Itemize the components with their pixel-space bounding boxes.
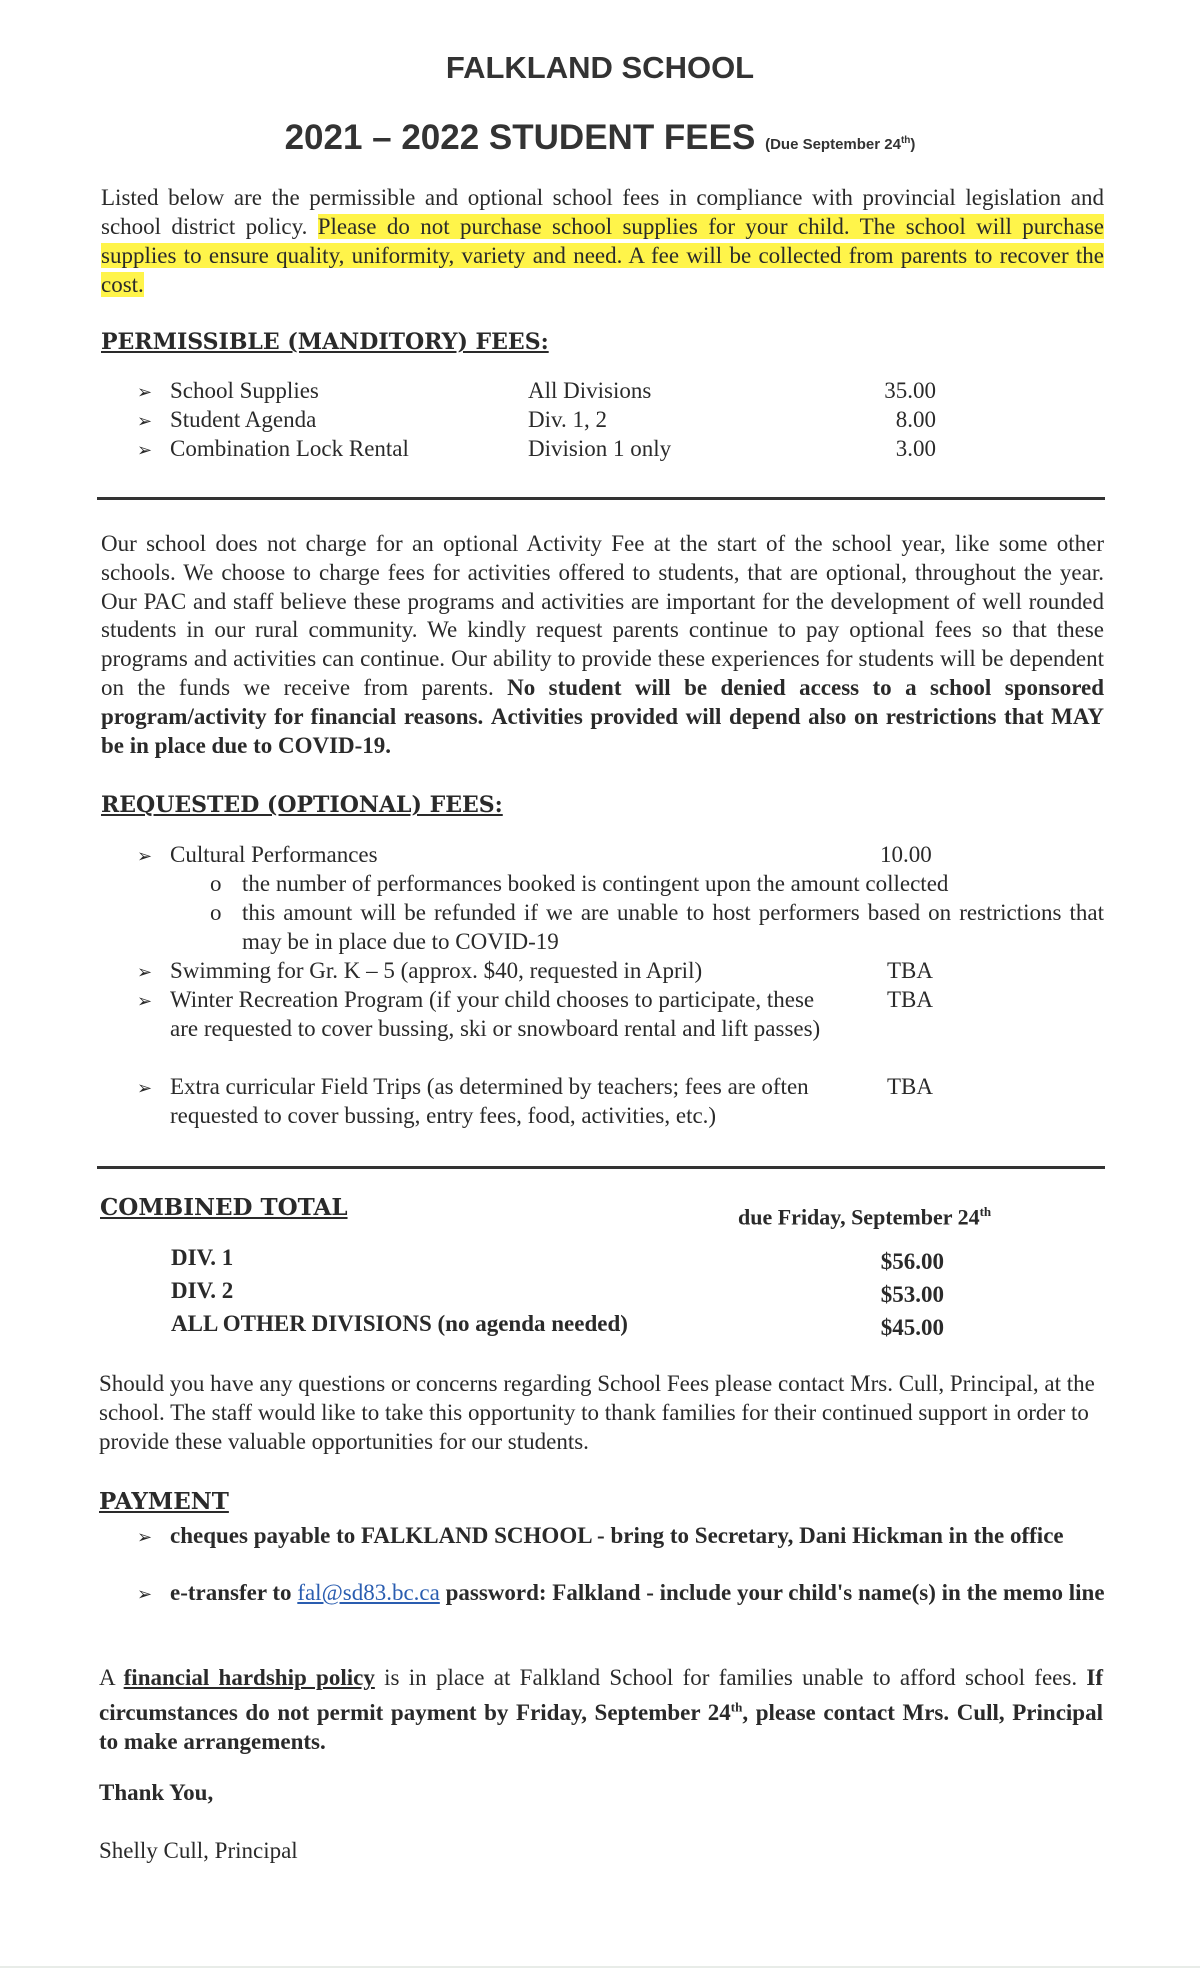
fee-amount: TBA — [887, 958, 933, 983]
etransfer-instructions: e-transfer to fal@sd83.bc.ca password: Falkland - include your child's name(s) in the memo line — [170, 1580, 1105, 1605]
division-label: DIV. 2 — [171, 1278, 234, 1303]
intro-highlighted-text: Please do not purchase school supplies for your child. The school will purchase supplies to ensure quality, uniformity, variety and need. A fee will be collected from parents to recover the cost. — [101, 214, 1104, 297]
document-title — [0, 118, 1200, 158]
combined-due-date: due Friday, September 24th — [738, 1204, 992, 1230]
section-divider — [97, 497, 1105, 500]
fee-amount: 35.00 — [884, 378, 936, 403]
title-text: 2021 – 2022 STUDENT FEES — [284, 118, 756, 157]
fee-name: Winter Recreation Program (if your child chooses to participate, these are requested to cover bussing, ski or snowboard rental and lift passes) — [170, 987, 821, 1041]
sub-note: the number of performances booked is contingent upon the amount collected — [242, 871, 949, 896]
fee-name: School Supplies — [170, 378, 319, 403]
division-total: $53.00 — [880, 1282, 944, 1307]
payment-heading: PAYMENT — [99, 1488, 229, 1515]
thank-you: Thank You, — [99, 1780, 214, 1805]
fee-name: Extra curricular Field Trips (as determined by teachers; fees are often requested to cover bussing, entry fees, food, activities, etc.) — [170, 1074, 809, 1128]
cheque-instructions: cheques payable to FALKLAND SCHOOL - bring to Secretary, Dani Hickman in the office — [170, 1523, 1064, 1548]
intro-paragraph — [101, 183, 1104, 299]
bullet-arrow-icon: ➢ — [137, 846, 153, 867]
hardship-policy-link: financial hardship policy — [123, 1665, 375, 1690]
hardship-paragraph: A financial hardship policy is in place at Falkland School for families unable to afford school fees. If circumstances do not permit payment by Friday, September 24th, please contact Mrs. Cull, Principal to make arrangements. — [99, 1665, 1103, 1754]
intro-text: Listed below are the permissible and optional school fees in compliance with provincial legislation and school district policy. — [101, 185, 1104, 239]
activity-text: Our school does not charge for an optional Activity Fee at the start of the school year, like some other schools. We choose to charge fees for activities offered to students, that are optional, throughout the year. Our PAC and staff believe these programs and activities are important for the development of well rounded students in our rural community. We kindly request parents continue to pay optional fees so that these programs and activities can continue. Our ability to provide these experiences for students will be dependent on the funds we receive from parents. — [101, 531, 1104, 700]
bullet-arrow-icon: ➢ — [137, 440, 153, 461]
division-total: $45.00 — [880, 1315, 944, 1340]
contact-paragraph: Should you have any questions or concerns regarding School Fees please contact Mrs. Cull, Principal, at the school. The staff would like to take this opportunity to thank families for their continued support in order to provide these valuable opportunities for our students. — [99, 1371, 1095, 1454]
division-label: ALL OTHER DIVISIONS (no agenda needed) — [171, 1311, 628, 1336]
fee-name: Swimming for Gr. K – 5 (approx. $40, requested in April) — [170, 958, 703, 983]
fee-scope: All Divisions — [528, 378, 652, 403]
requested-heading: REQUESTED (OPTIONAL) FEES: — [101, 792, 503, 818]
bullet-arrow-icon: ➢ — [137, 1584, 153, 1605]
fee-amount: TBA — [887, 1074, 933, 1099]
sub-note: this amount will be refunded if we are unable to host performers based on restrictions that may be in place due to COVID-19 — [242, 900, 1104, 954]
division-total: $56.00 — [880, 1249, 944, 1274]
bullet-arrow-icon: ➢ — [137, 382, 153, 403]
scan-edge — [0, 1966, 1200, 1968]
fee-scope: Div. 1, 2 — [528, 407, 608, 432]
signature: Shelly Cull, Principal — [99, 1838, 298, 1863]
sub-bullet-icon: o — [210, 900, 222, 925]
fee-name: Combination Lock Rental — [170, 436, 409, 461]
section-divider — [97, 1166, 1105, 1169]
division-label: DIV. 1 — [171, 1245, 234, 1270]
hardship-bold-note: If circumstances do not permit payment by Friday, September 24th, please contact Mrs. Cull, Principal to make arrangements. — [99, 1665, 1103, 1754]
school-name: FALKLAND SCHOOL — [445, 50, 755, 85]
title-due-note: (Due September 24th) — [765, 135, 916, 153]
fee-amount: 10.00 — [880, 842, 932, 867]
fee-amount: 8.00 — [895, 407, 936, 432]
bullet-arrow-icon: ➢ — [137, 962, 153, 983]
activity-bold-note: No student will be denied access to a school sponsored program/activity for financial reasons. — [101, 674, 1104, 729]
activity-paragraph — [101, 530, 1104, 760]
bullet-arrow-icon: ➢ — [137, 411, 153, 432]
fee-name: Student Agenda — [170, 407, 317, 432]
email-link[interactable]: fal@sd83.bc.ca — [297, 1580, 440, 1605]
fee-scope: Division 1 only — [528, 436, 672, 461]
fee-amount: 3.00 — [895, 436, 936, 461]
combined-heading: COMBINED TOTAL — [100, 1194, 348, 1221]
fee-name: Cultural Performances — [170, 842, 378, 867]
permissible-heading: PERMISSIBLE (MANDITORY) FEES: — [101, 329, 549, 355]
activity-covid-note: Activities provided will depend also on restrictions that MAY be in place due to COVID-19. — [101, 703, 1104, 758]
fee-amount: TBA — [887, 987, 933, 1012]
bullet-arrow-icon: ➢ — [137, 1527, 153, 1548]
sub-bullet-icon: o — [210, 871, 222, 896]
bullet-arrow-icon: ➢ — [137, 991, 153, 1012]
bullet-arrow-icon: ➢ — [137, 1078, 153, 1099]
